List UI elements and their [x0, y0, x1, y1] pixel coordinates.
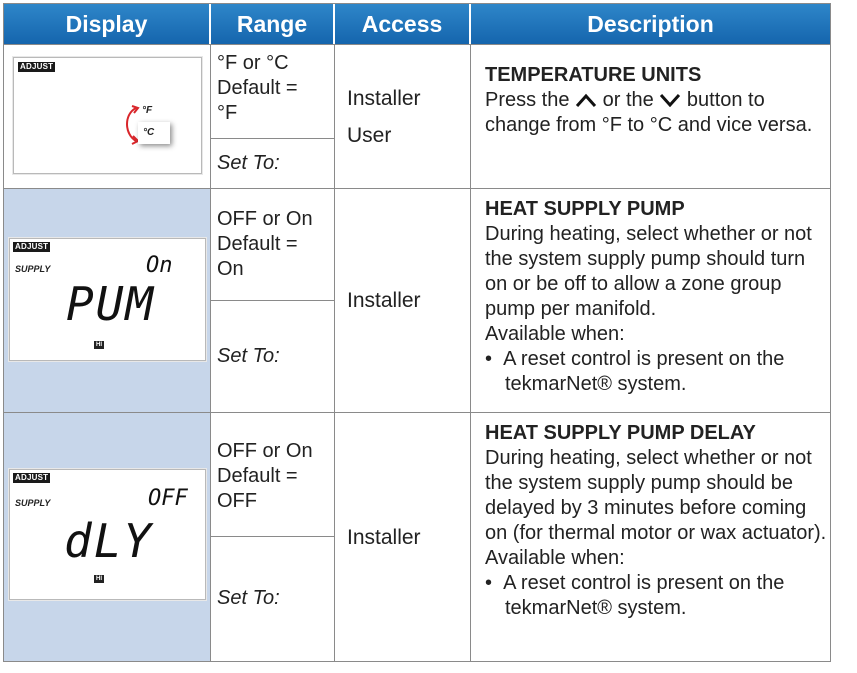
lcd-value: On [146, 253, 173, 278]
lcd-parameter: PUM [66, 277, 156, 331]
table-row [4, 412, 830, 661]
chevron-down-icon [659, 93, 681, 107]
lcd-parameter: dLY [64, 514, 154, 568]
table-row [4, 44, 830, 188]
heat-indicator: HI [96, 342, 102, 348]
range-default-label: Default = [217, 465, 298, 487]
available-label: Available when: [485, 547, 625, 569]
access-cell [335, 413, 471, 661]
display-cell [4, 413, 211, 661]
range-option: OFF or On [217, 208, 313, 230]
table-header [4, 4, 830, 44]
range-default-value: On [217, 258, 244, 280]
unit-c-label: °C [143, 127, 155, 138]
settings-table [3, 3, 831, 662]
description-cell [471, 45, 830, 188]
header-display: Display [4, 4, 211, 44]
lcd-value: OFF [148, 486, 188, 511]
access-level: User [347, 123, 392, 147]
range-values [211, 45, 334, 139]
range-values [211, 413, 334, 537]
chevron-up-icon [575, 93, 597, 107]
supply-label: SUPPLY [15, 264, 51, 274]
access-level: Installer [347, 525, 421, 549]
display-cell [4, 45, 211, 188]
range-default-value: °F [217, 102, 238, 124]
lcd-screen [13, 57, 202, 174]
set-to-field: Set To: [217, 151, 280, 174]
description-title: TEMPERATURE UNITS [485, 64, 702, 86]
display-cell [4, 189, 211, 412]
access-cell [335, 45, 471, 188]
range-cell [211, 189, 335, 412]
description-body: During heating, select whether or not the system supply pump should be delayed by 3 minutes before coming on (for thermal motor or wax actuator). [485, 447, 827, 544]
range-values [211, 189, 334, 301]
range-cell [211, 413, 335, 661]
access-cell [335, 189, 471, 412]
description-cell [471, 413, 830, 661]
set-to-field: Set To: [217, 587, 280, 609]
access-level: Installer [347, 86, 421, 110]
supply-label: SUPPLY [15, 498, 51, 508]
range-default-label: Default = [217, 77, 298, 99]
adjust-badge: ADJUST [20, 62, 54, 71]
description-body: Press the or the button to change from °F to °C and vice versa. [485, 89, 813, 136]
range-cell [211, 45, 335, 188]
range-default-value: OFF [217, 490, 257, 512]
list-item: • A reset control is present on the tekmarNet® system. [485, 348, 785, 395]
description-title: HEAT SUPPLY PUMP [485, 198, 685, 220]
adjust-badge: ADJUST [15, 242, 49, 251]
heat-indicator: HI [96, 576, 102, 582]
range-default-label: Default = [217, 233, 298, 255]
lcd-screen [9, 469, 206, 600]
unit-f-label: °F [142, 105, 153, 116]
description-cell [471, 189, 830, 412]
table-row [4, 188, 830, 412]
header-range: Range [211, 4, 335, 44]
unit-c-box [138, 122, 170, 144]
list-item: • A reset control is present on the tekmarNet® system. [485, 572, 785, 619]
header-access: Access [335, 4, 471, 44]
available-label: Available when: [485, 323, 625, 345]
range-option: OFF or On [217, 440, 313, 462]
lcd-screen [9, 238, 206, 361]
access-level: Installer [347, 289, 421, 312]
range-option: °F or °C [217, 52, 289, 74]
description-title: HEAT SUPPLY PUMP DELAY [485, 422, 756, 444]
header-description: Description [587, 10, 714, 37]
adjust-badge: ADJUST [15, 473, 49, 482]
set-to-field: Set To: [217, 344, 280, 367]
description-body: During heating, select whether or not the system supply pump should turn on or be off to allow a zone group pump per manifold. [485, 223, 812, 320]
